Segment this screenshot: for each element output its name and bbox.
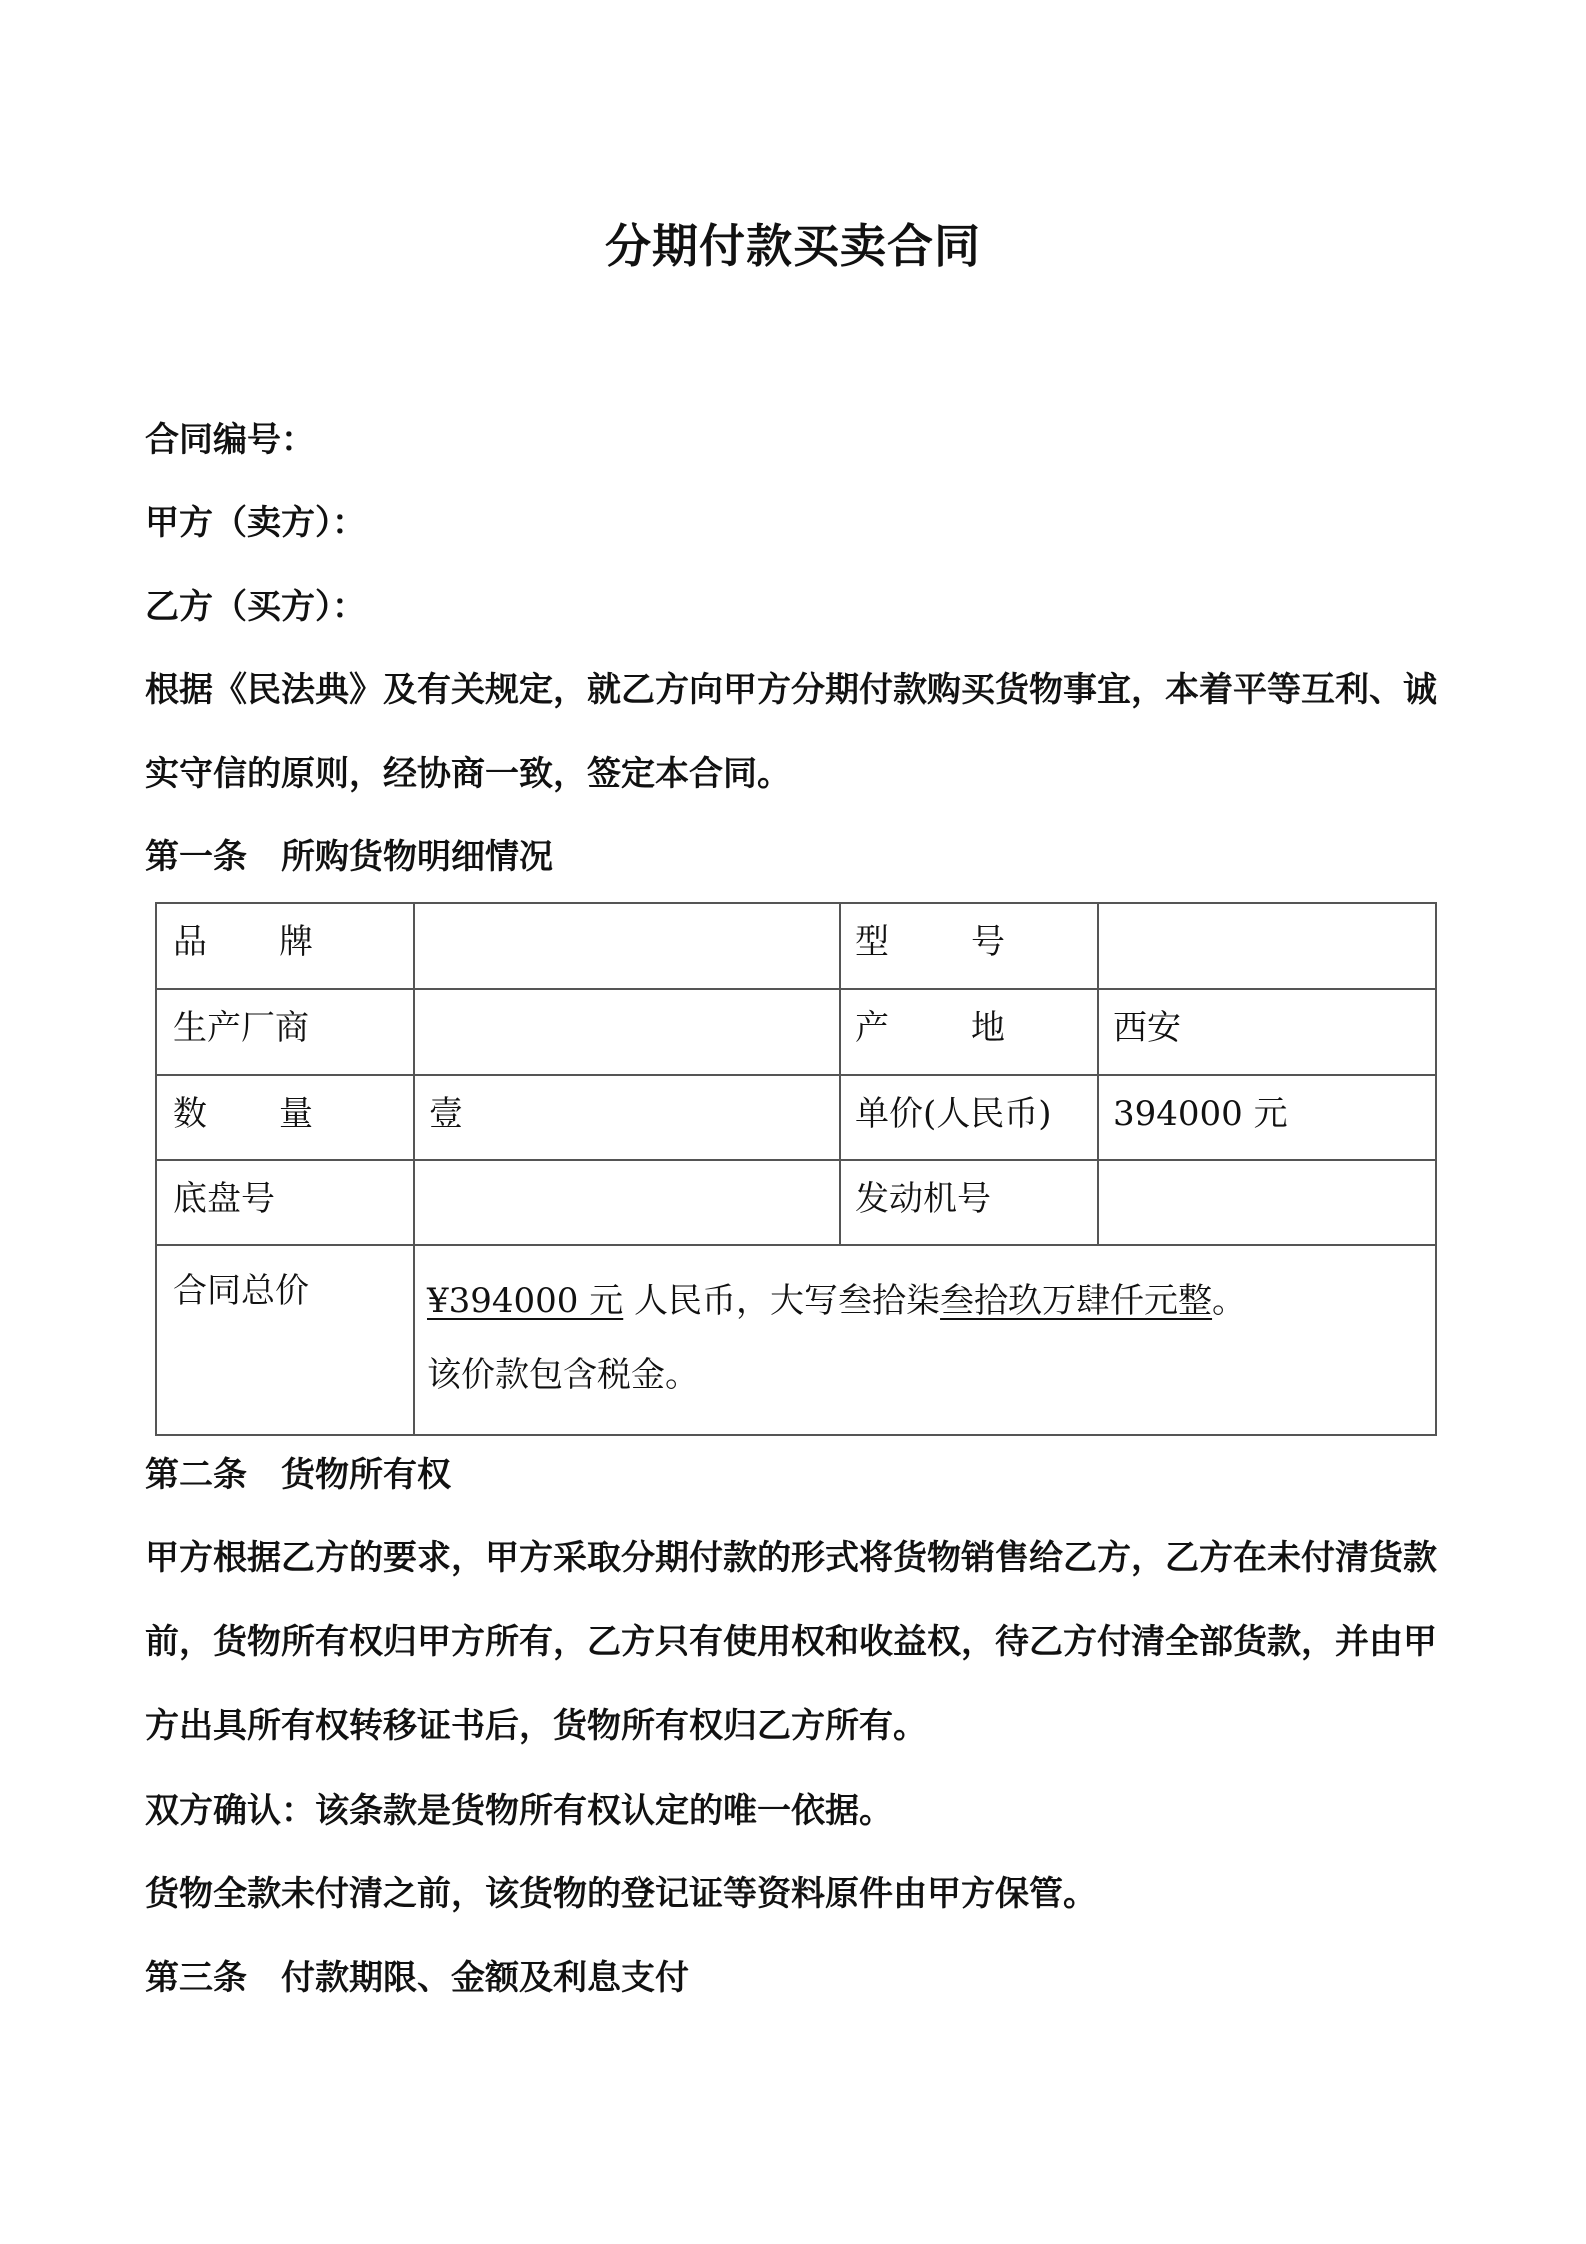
brand-value (429, 904, 829, 988)
table-row-quantity-price (157, 1076, 1435, 1161)
manufacturer-label: 生产厂商 (173, 1008, 309, 1048)
article2-paragraph-3: 货物全款未付清之前，该货物的登记证等资料原件由甲方保管。 (145, 1874, 1097, 1914)
table-row-manufacturer-origin (157, 990, 1435, 1076)
article1-title: 第一条 所购货物明细情况 (145, 837, 553, 877)
article2-paragraph-2: 双方确认：该条款是货物所有权认定的唯一依据。 (145, 1791, 893, 1831)
engine-value (1113, 1161, 1433, 1244)
model-label-right: 号 (971, 922, 1005, 962)
quantity-value: 壹 (429, 1094, 463, 1134)
brand-label-left: 品 (173, 922, 207, 962)
total-mid-text: 人民币，大写叁拾柒 (623, 1281, 941, 1321)
intro-paragraph: 根据《民法典》及有关规定，就乙方向甲方分期付款购买货物事宜，本着平等互利、诚实守信的原则，经协商一致，签定本合同。 (145, 670, 1437, 794)
document-title: 分期付款买卖合同 (605, 219, 981, 273)
goods-table (155, 902, 1437, 1436)
chassis-value (429, 1161, 829, 1244)
tax-note: 该价款包含税金。 (427, 1355, 699, 1395)
model-label-left: 型 (855, 922, 889, 962)
total-label: 合同总价 (173, 1271, 309, 1311)
engine-label: 发动机号 (855, 1179, 991, 1219)
total-amount: ¥394000 元 (427, 1281, 624, 1321)
brand-label-right: 牌 (279, 922, 313, 962)
unit-price-label: 单价(人民币) (855, 1094, 1052, 1134)
total-price-line (427, 1264, 1417, 1338)
chassis-label: 底盘号 (173, 1179, 275, 1219)
party-a-label: 甲方（卖方）： (145, 503, 366, 543)
model-label-cell (855, 904, 1085, 988)
origin-value: 西安 (1113, 1008, 1181, 1048)
quantity-label-cell (173, 1076, 403, 1159)
brand-label-cell (173, 904, 403, 988)
manufacturer-value (429, 990, 829, 1074)
article3-title: 第三条 付款期限、金额及利息支付 (145, 1958, 689, 1998)
article2-title: 第二条 货物所有权 (145, 1455, 451, 1495)
origin-label-cell (855, 990, 1085, 1074)
unit-price-value: 394000 元 (1113, 1094, 1288, 1134)
party-b-label: 乙方（买方）： (145, 587, 366, 627)
article2-paragraph-1: 甲方根据乙方的要求，甲方采取分期付款的形式将货物销售给乙方，乙方在未付清货款前，货物所有权归甲方所有，乙方只有使用权和收益权，待乙方付清全部货款，并由甲方出具所有权转移证书后，货物所有权归乙方所有。 (145, 1538, 1437, 1746)
table-row-chassis-engine (157, 1161, 1435, 1246)
contract-number-label: 合同编号： (145, 420, 315, 460)
quantity-label-left: 数 (173, 1094, 207, 1134)
total-amount-upper: 叁拾玖万肆仟元整 (940, 1281, 1213, 1321)
quantity-label-right: 量 (279, 1094, 313, 1134)
origin-label-left: 产 (855, 1008, 889, 1048)
total-end-punctuation: 。 (1212, 1281, 1247, 1321)
origin-label-right: 地 (971, 1008, 1005, 1048)
total-value-cell (427, 1264, 1417, 1412)
table-row-total (157, 1246, 1435, 1436)
model-value (1113, 904, 1433, 988)
table-row-brand-model (157, 904, 1435, 990)
